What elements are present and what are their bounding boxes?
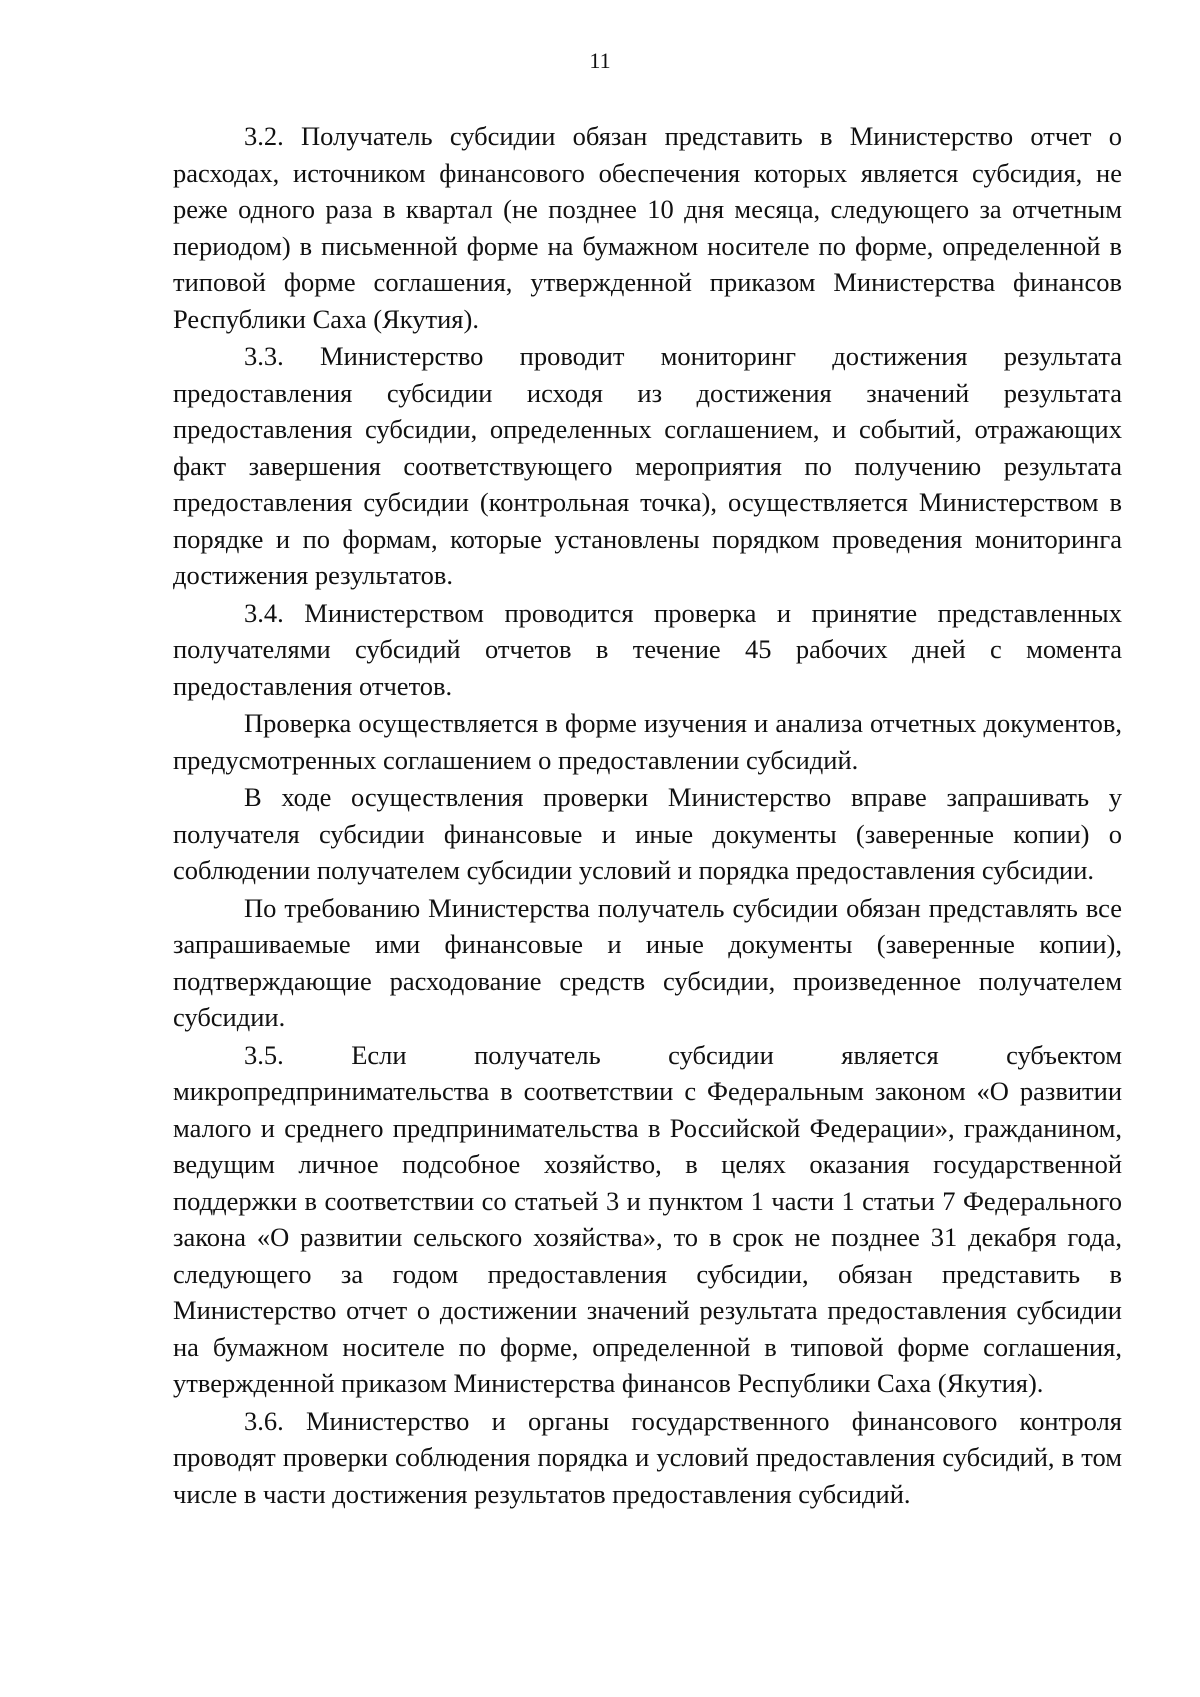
paragraph-document-submission: По требованию Министерства получатель субсидии обязан представлять все запрашиваемые ими финансовые и иные документы (заверенные копии), подтверждающие расходование средств субсидии, произведенное получателем субсидии. <box>173 892 1122 1032</box>
paragraph-verification-request: В ходе осуществления проверки Министерство вправе запрашивать у получателя субсидии финансовые и иные документы (заверенные копии) о соблюдении получателем субсидии условий и порядка предоставления субсидии. <box>173 782 1122 885</box>
page-number: 11 <box>589 48 611 73</box>
document-body <box>173 118 1122 1513</box>
paragraph-3-4: 3.4. Министерством проводится проверка и принятие представленных получателями субсидий отчетов в течение 45 рабочих дней с момента предоставления отчетов. <box>173 597 1122 701</box>
paragraph-3-2: 3.2. Получатель субсидии обязан представить в Министерство отчет о расходах, источником финансового обеспечения которых является субсидия, не реже одного раза в квартал (не позднее 10 дня месяца, следующего за отчетным периодом) в письменной форме на бумажном носителе по форме, определенной в типовой форме соглашения, утвержденной приказом Министерства финансов Республики Саха (Якутия). <box>173 121 1122 334</box>
paragraph-3-6: 3.6. Министерство и органы государственного финансового контроля проводят проверки соблюдения порядка и условий предоставления субсидий, в том числе в части достижения результатов предоставления субсидий. <box>173 1405 1122 1509</box>
paragraph-3-3: 3.3. Министерство проводит мониторинг достижения результата предоставления субсидии исходя из достижения значений результата предоставления субсидии, определенных соглашением, и событий, отражающих факт завершения соответствующего мероприятия по получению результата предоставления субсидии (контрольная точка), осуществляется Министерством в порядке и по формам, которые установлены порядком проведения мониторинга достижения результатов. <box>173 341 1122 590</box>
paragraph-verification-form: Проверка осуществляется в форме изучения и анализа отчетных документов, предусмотренных соглашением о предоставлении субсидий. <box>173 708 1122 775</box>
paragraph-3-5: 3.5. Если получатель субсидии является субъектом микропредпринимательства в соответствии с Федеральным законом «О развитии малого и среднего предпринимательства в Российской Федерации», гражданином, ведущим личное подсобное хозяйство, в целях оказания государственной поддержки в соответствии со статьей 3 и пунктом 1 части 1 статьи 7 Федерального закона «О развитии сельского хозяйства», то в срок не позднее 31 декабря года, следующего за годом предоставления субсидии, обязан представить в Министерство отчет о достижении значений результата предоставления субсидии на бумажном носителе по форме, определенной в типовой форме соглашения, утвержденной приказом Министерства финансов Республики Саха (Якутия). <box>173 1039 1122 1398</box>
